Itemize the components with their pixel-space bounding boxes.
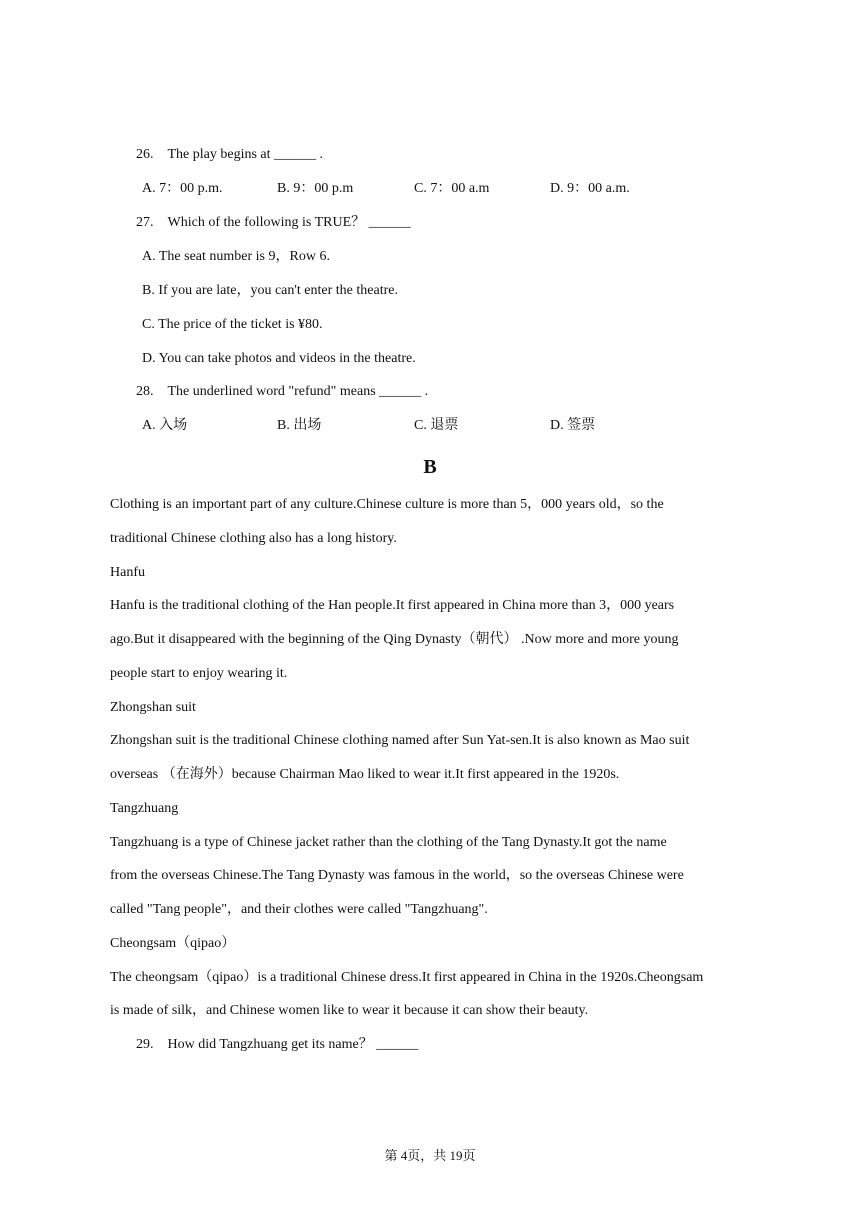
- passage-line: is made of silk，and Chinese women like to wear it because it can show their beauty.: [110, 1003, 589, 1018]
- question-26-option-b: B. 9：00 p.m: [277, 181, 354, 196]
- passage-line: from the overseas Chinese.The Tang Dynasty was famous in the world，so the overseas Chinese were: [110, 868, 684, 883]
- question-28-option-d: D. 签票: [550, 418, 596, 433]
- passage-line: Zhongshan suit is the traditional Chinese clothing named after Sun Yat-sen.It is also known as Mao suit: [110, 733, 690, 748]
- subheading-hanfu: Hanfu: [110, 565, 145, 580]
- passage-line: The cheongsam（qipao）is a traditional Chinese dress.It first appeared in China in the 1920s.Cheongsam: [110, 970, 704, 985]
- question-28-option-b: B. 出场: [277, 418, 322, 433]
- passage-line: Hanfu is the traditional clothing of the Han people.It first appeared in China more than 3，000 years: [110, 598, 675, 613]
- passage-line: Tangzhuang is a type of Chinese jacket rather than the clothing of the Tang Dynasty.It got the name: [110, 835, 667, 850]
- question-26-option-d: D. 9：00 a.m.: [550, 181, 630, 196]
- subheading-tangzhuang: Tangzhuang: [110, 801, 179, 816]
- question-27-option-b: B. If you are late，you can't enter the theatre.: [142, 283, 398, 298]
- question-28-option-a: A. 入场: [142, 418, 188, 433]
- question-28-option-c: C. 退票: [414, 418, 459, 433]
- question-29-stem: 29. How did Tangzhuang get its name？ ______: [136, 1037, 419, 1052]
- passage-line: overseas （在海外）because Chairman Mao liked to wear it.It first appeared in the 1920s.: [110, 767, 620, 782]
- question-26-option-c: C. 7：00 a.m: [414, 181, 490, 196]
- question-28-stem: 28. The underlined word "refund" means ______ .: [136, 384, 429, 399]
- passage-line: traditional Chinese clothing also has a long history.: [110, 531, 397, 546]
- question-27-option-c: C. The price of the ticket is ¥80.: [142, 317, 323, 332]
- subheading-cheongsam: Cheongsam（qipao）: [110, 936, 236, 951]
- passage-line: Clothing is an important part of any culture.Chinese culture is more than 5，000 years old，so the: [110, 497, 664, 512]
- question-27-stem: 27. Which of the following is TRUE？ ______: [136, 215, 411, 230]
- question-26-stem: 26. The play begins at ______ .: [136, 147, 324, 162]
- subheading-zhongshan-suit: Zhongshan suit: [110, 700, 196, 715]
- passage-line: people start to enjoy wearing it.: [110, 666, 288, 681]
- question-27-option-a: A. The seat number is 9，Row 6.: [142, 249, 330, 264]
- page-footer: 第 4页，共 19页: [384, 1148, 476, 1163]
- question-27-option-d: D. You can take photos and videos in the theatre.: [142, 351, 416, 366]
- question-26-option-a: A. 7：00 p.m.: [142, 181, 223, 196]
- section-b-title: B: [423, 456, 437, 478]
- passage-line: ago.But it disappeared with the beginning of the Qing Dynasty（朝代） .Now more and more young: [110, 632, 679, 647]
- passage-line: called "Tang people"，and their clothes were called "Tangzhuang".: [110, 902, 488, 917]
